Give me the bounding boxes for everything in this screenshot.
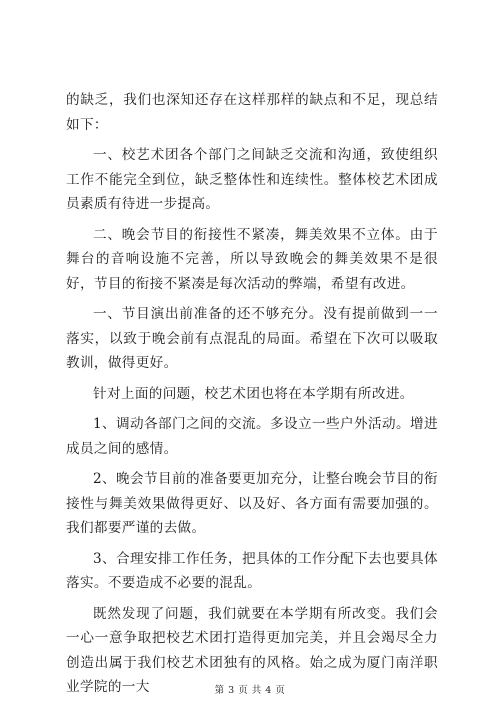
paragraph-continuation: 的缺乏，我们也深知还存在这样那样的缺点和不足，现总结如下： (66, 92, 438, 133)
document-body (66, 88, 438, 706)
paragraph-issue-1: 一、校艺术团各个部门之间缺乏交流和沟通，致使组织工作不能完全到位，缺乏整体性和连续性。整体校艺术团成员素质有待进一步提高。 (66, 147, 438, 212)
paragraph-improvement-2: 2、晚会节目前的准备要更加充分，让整台晚会节目的衔接性与舞美效果做得更好、以及好、各方面有需要加强的。我们都要严谨的去做。 (66, 471, 438, 536)
paragraph-improvement-intro: 针对上面的问题，校艺术团也将在本学期有所改进。 (93, 385, 414, 402)
paragraph-issue-2: 二、晚会节目的衔接性不紧凑，舞美效果不立体。由于舞台的音响设施不完善，所以导致晚会的舞美效果不是很好，节目的衔接不紧凑是每次活动的弊端，希望有改进。 (66, 226, 438, 292)
page-number-footer: 第 3 页 共 4 页 (214, 685, 286, 696)
paragraph-improvement-1: 1、调动各部门之间的交流。多设立一些户外活动。增进成员之间的感情。 (66, 416, 438, 457)
paragraph-conclusion: 既然发现了问题，我们就要在本学期有所改变。我们会一心一意争取把校艺术团打造得更加完美，并且会竭尽全力创造出属于我们校艺术团独有的风格。始之成为厦门南洋职业学院的一大 (66, 605, 438, 695)
paragraph-improvement-3: 3、合理安排工作任务，把具体的工作分配下去也要具体落实。不要造成不必要的混乱。 (66, 550, 438, 591)
paragraph-issue-3: 一、节目演出前准备的还不够充分。没有提前做到一一落实，以致于晚会前有点混乱的局面。希望在下次可以吸取教训，做得更好。 (66, 306, 438, 371)
